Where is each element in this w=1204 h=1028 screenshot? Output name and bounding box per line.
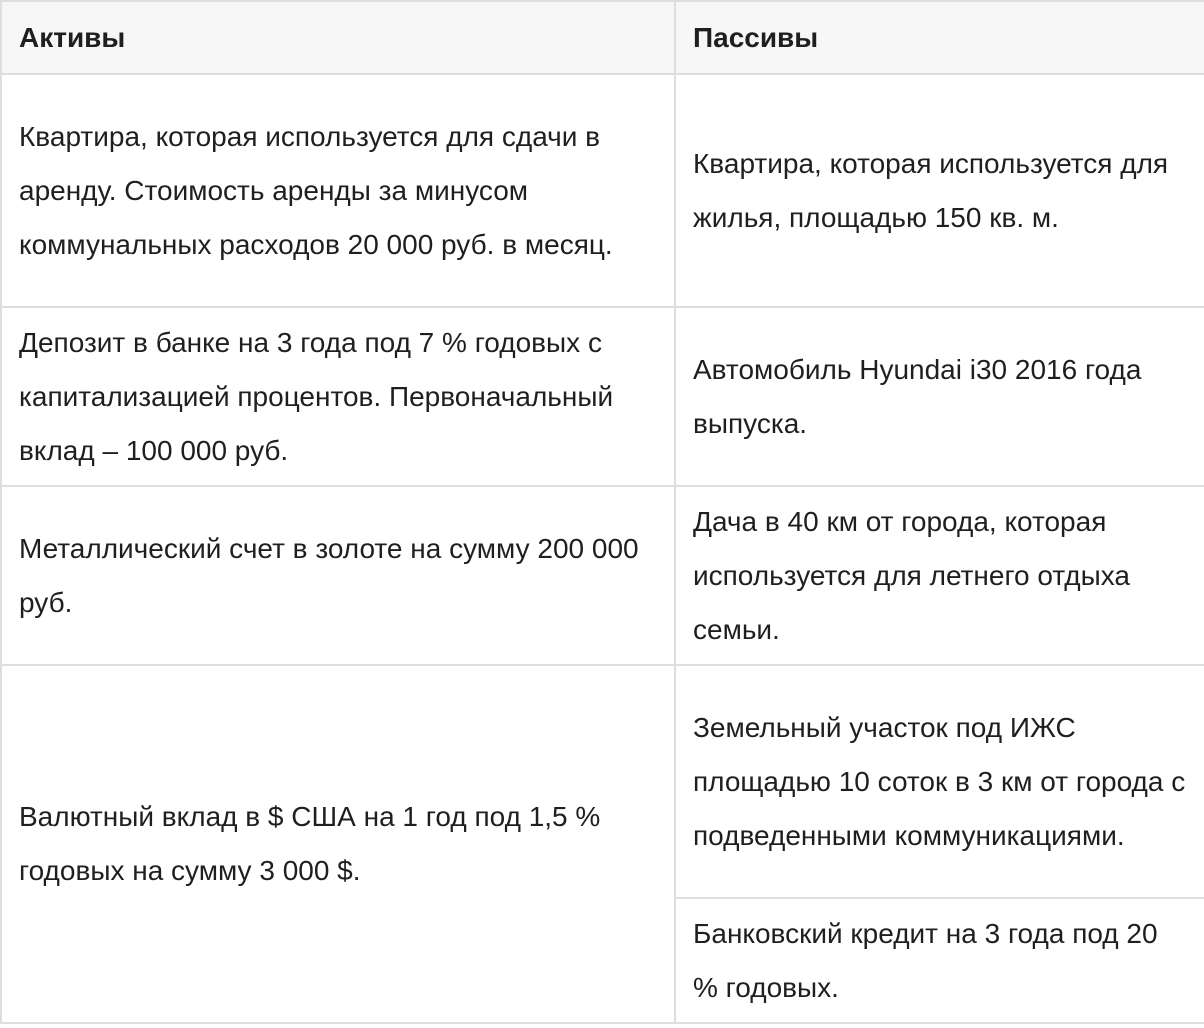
- header-assets: Активы: [1, 1, 675, 74]
- table-row: [1, 307, 1204, 486]
- liability-cell: Земельный участок под ИЖС площадью 10 соток в 3 км от города с подведенными коммуникациями.: [675, 665, 1204, 898]
- asset-cell: Депозит в банке на 3 года под 7 % годовых с капитализацией процентов. Первоначальный вклад – 100 000 руб.: [1, 307, 675, 486]
- liability-cell: Дача в 40 км от города, которая используется для летнего отдыха семьи.: [675, 486, 1204, 665]
- liability-cell: Автомобиль Hyundai i30 2016 года выпуска.: [675, 307, 1204, 486]
- table-row: [1, 486, 1204, 665]
- header-row: [1, 1, 1204, 74]
- asset-cell: Металлический счет в золоте на сумму 200 000 руб.: [1, 486, 675, 665]
- header-liabilities: Пассивы: [675, 1, 1204, 74]
- asset-cell: Валютный вклад в $ США на 1 год под 1,5 % годовых на сумму 3 000 $.: [1, 665, 675, 1023]
- liability-cell: Квартира, которая используется для жилья, площадью 150 кв. м.: [675, 74, 1204, 307]
- table-row: [1, 665, 1204, 898]
- liability-cell: Банковский кредит на 3 года под 20 % годовых.: [675, 898, 1204, 1023]
- asset-cell: Квартира, которая используется для сдачи в аренду. Стоимость аренды за минусом коммунальных расходов 20 000 руб. в месяц.: [1, 74, 675, 307]
- table-row: [1, 74, 1204, 307]
